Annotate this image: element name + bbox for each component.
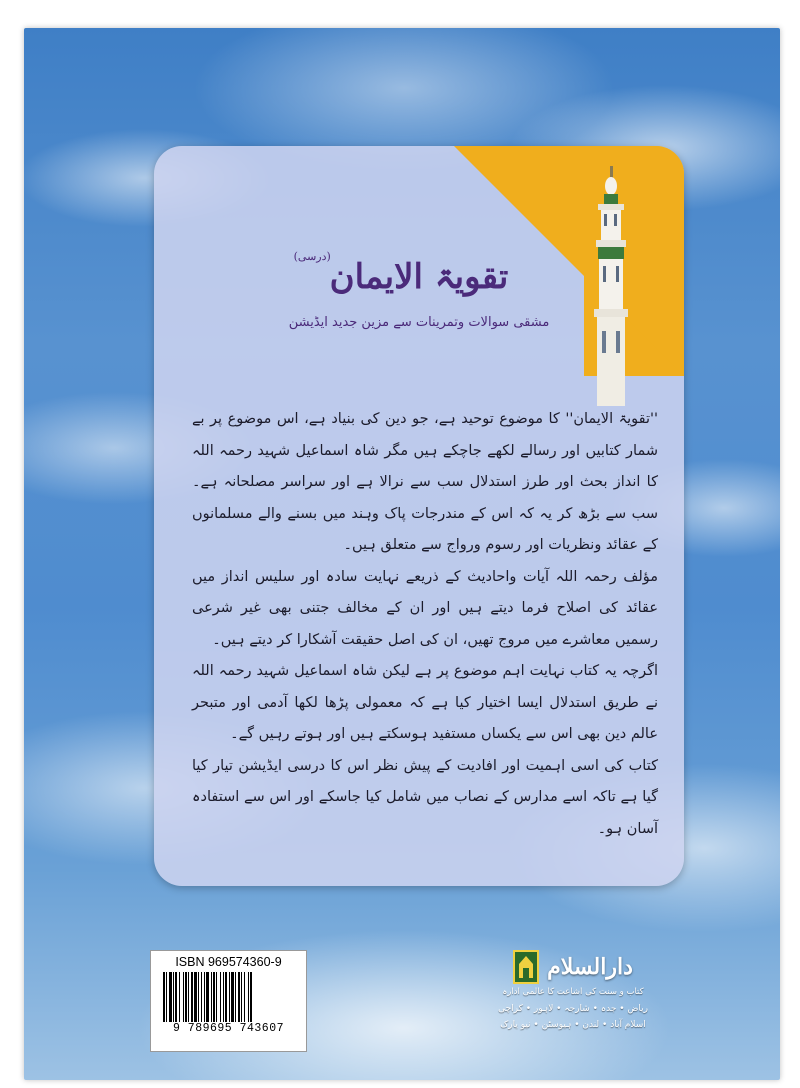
book-back-cover	[24, 28, 780, 1080]
book-title	[293, 250, 509, 297]
title-superscript: (درسی)	[293, 250, 331, 263]
publisher-name: دارالسلام	[547, 954, 633, 980]
isbn-label: ISBN 969574360-9	[175, 955, 282, 969]
paragraph-1: ''تقویۃ الایمان'' کا موضوع توحید ہے، جو دین کی بنیاد ہے، اس موضوع پر بے شمار کتابیں اور رسالے لکھے جاچکے ہیں مگر شاہ اسماعیل شہید رحمہ اللہ کا انداز بحث اور طرز استدلال سب سے نرالا ہے اور سراسر مصلحانہ ہے۔ سب سے بڑھ کر یہ کہ اس کے مندرجات پاک وہند میں بسنے والے مسلمانوں کے عقائد ونظریات اور رسوم ورواج سے متعلق ہیں۔	[192, 411, 658, 553]
book-title-text: تقویۃ الایمان	[329, 257, 509, 297]
barcode-icon	[161, 972, 296, 1022]
publisher-cities-line-2: اسلام آباد • لندن • ہیوسٹن • نیو یارک	[500, 1020, 646, 1030]
publisher-logo-row	[498, 950, 648, 984]
paragraph-4: کتاب کی اسی اہمیت اور افادیت کے پیش نظر اس کا درسی ایڈیشن تیار کیا گیا ہے تاکہ اسے مدارس کے نصاب میں شامل کیا جاسکے اور اس سے استفادہ آسان ہو۔	[192, 757, 658, 837]
publisher-cities	[498, 1001, 648, 1033]
publisher-block	[498, 950, 648, 1060]
description-text	[192, 404, 658, 845]
paragraph-3: اگرچہ یہ کتاب نہایت اہم موضوع پر ہے لیکن شاہ اسماعیل شہید رحمہ اللہ نے طریق استدلال ایسا اختیار کیا ہے کہ معمولی پڑھا لکھا آدمی اور متبحر عالم دین بھی اس سے یکساں مستفید ہوسکتے ہیں اور ہوتے رہیں گے۔	[192, 663, 658, 742]
book-subtitle: مشقی سوالات وتمرینات سے مزین جدید ایڈیشن	[288, 315, 550, 330]
publisher-tagline: کتاب و سنت کی اشاعت کا عالمی ادارہ	[502, 987, 644, 997]
barcode-number: 9 789695 743607	[172, 1022, 285, 1035]
description-panel	[154, 146, 684, 886]
barcode-sticker	[150, 950, 307, 1052]
title-block	[154, 250, 684, 330]
paragraph-2: مؤلف رحمہ اللہ آیات واحادیث کے ذریعے نہایت سادہ اور سلیس انداز میں عقائد کی اصلاح فرما دیتے ہیں اور ان کے مخالف جتنی بھی غیر شرعی رسمیں معاشرے میں مروج تھیں، ان کی اصل حقیقت آشکارا کر دیتے ہیں۔	[192, 568, 658, 648]
publisher-cities-line-1: ریاض • جدہ • شارجہ • لاہور • کراچی	[498, 1004, 648, 1014]
publisher-emblem-icon	[513, 950, 539, 984]
